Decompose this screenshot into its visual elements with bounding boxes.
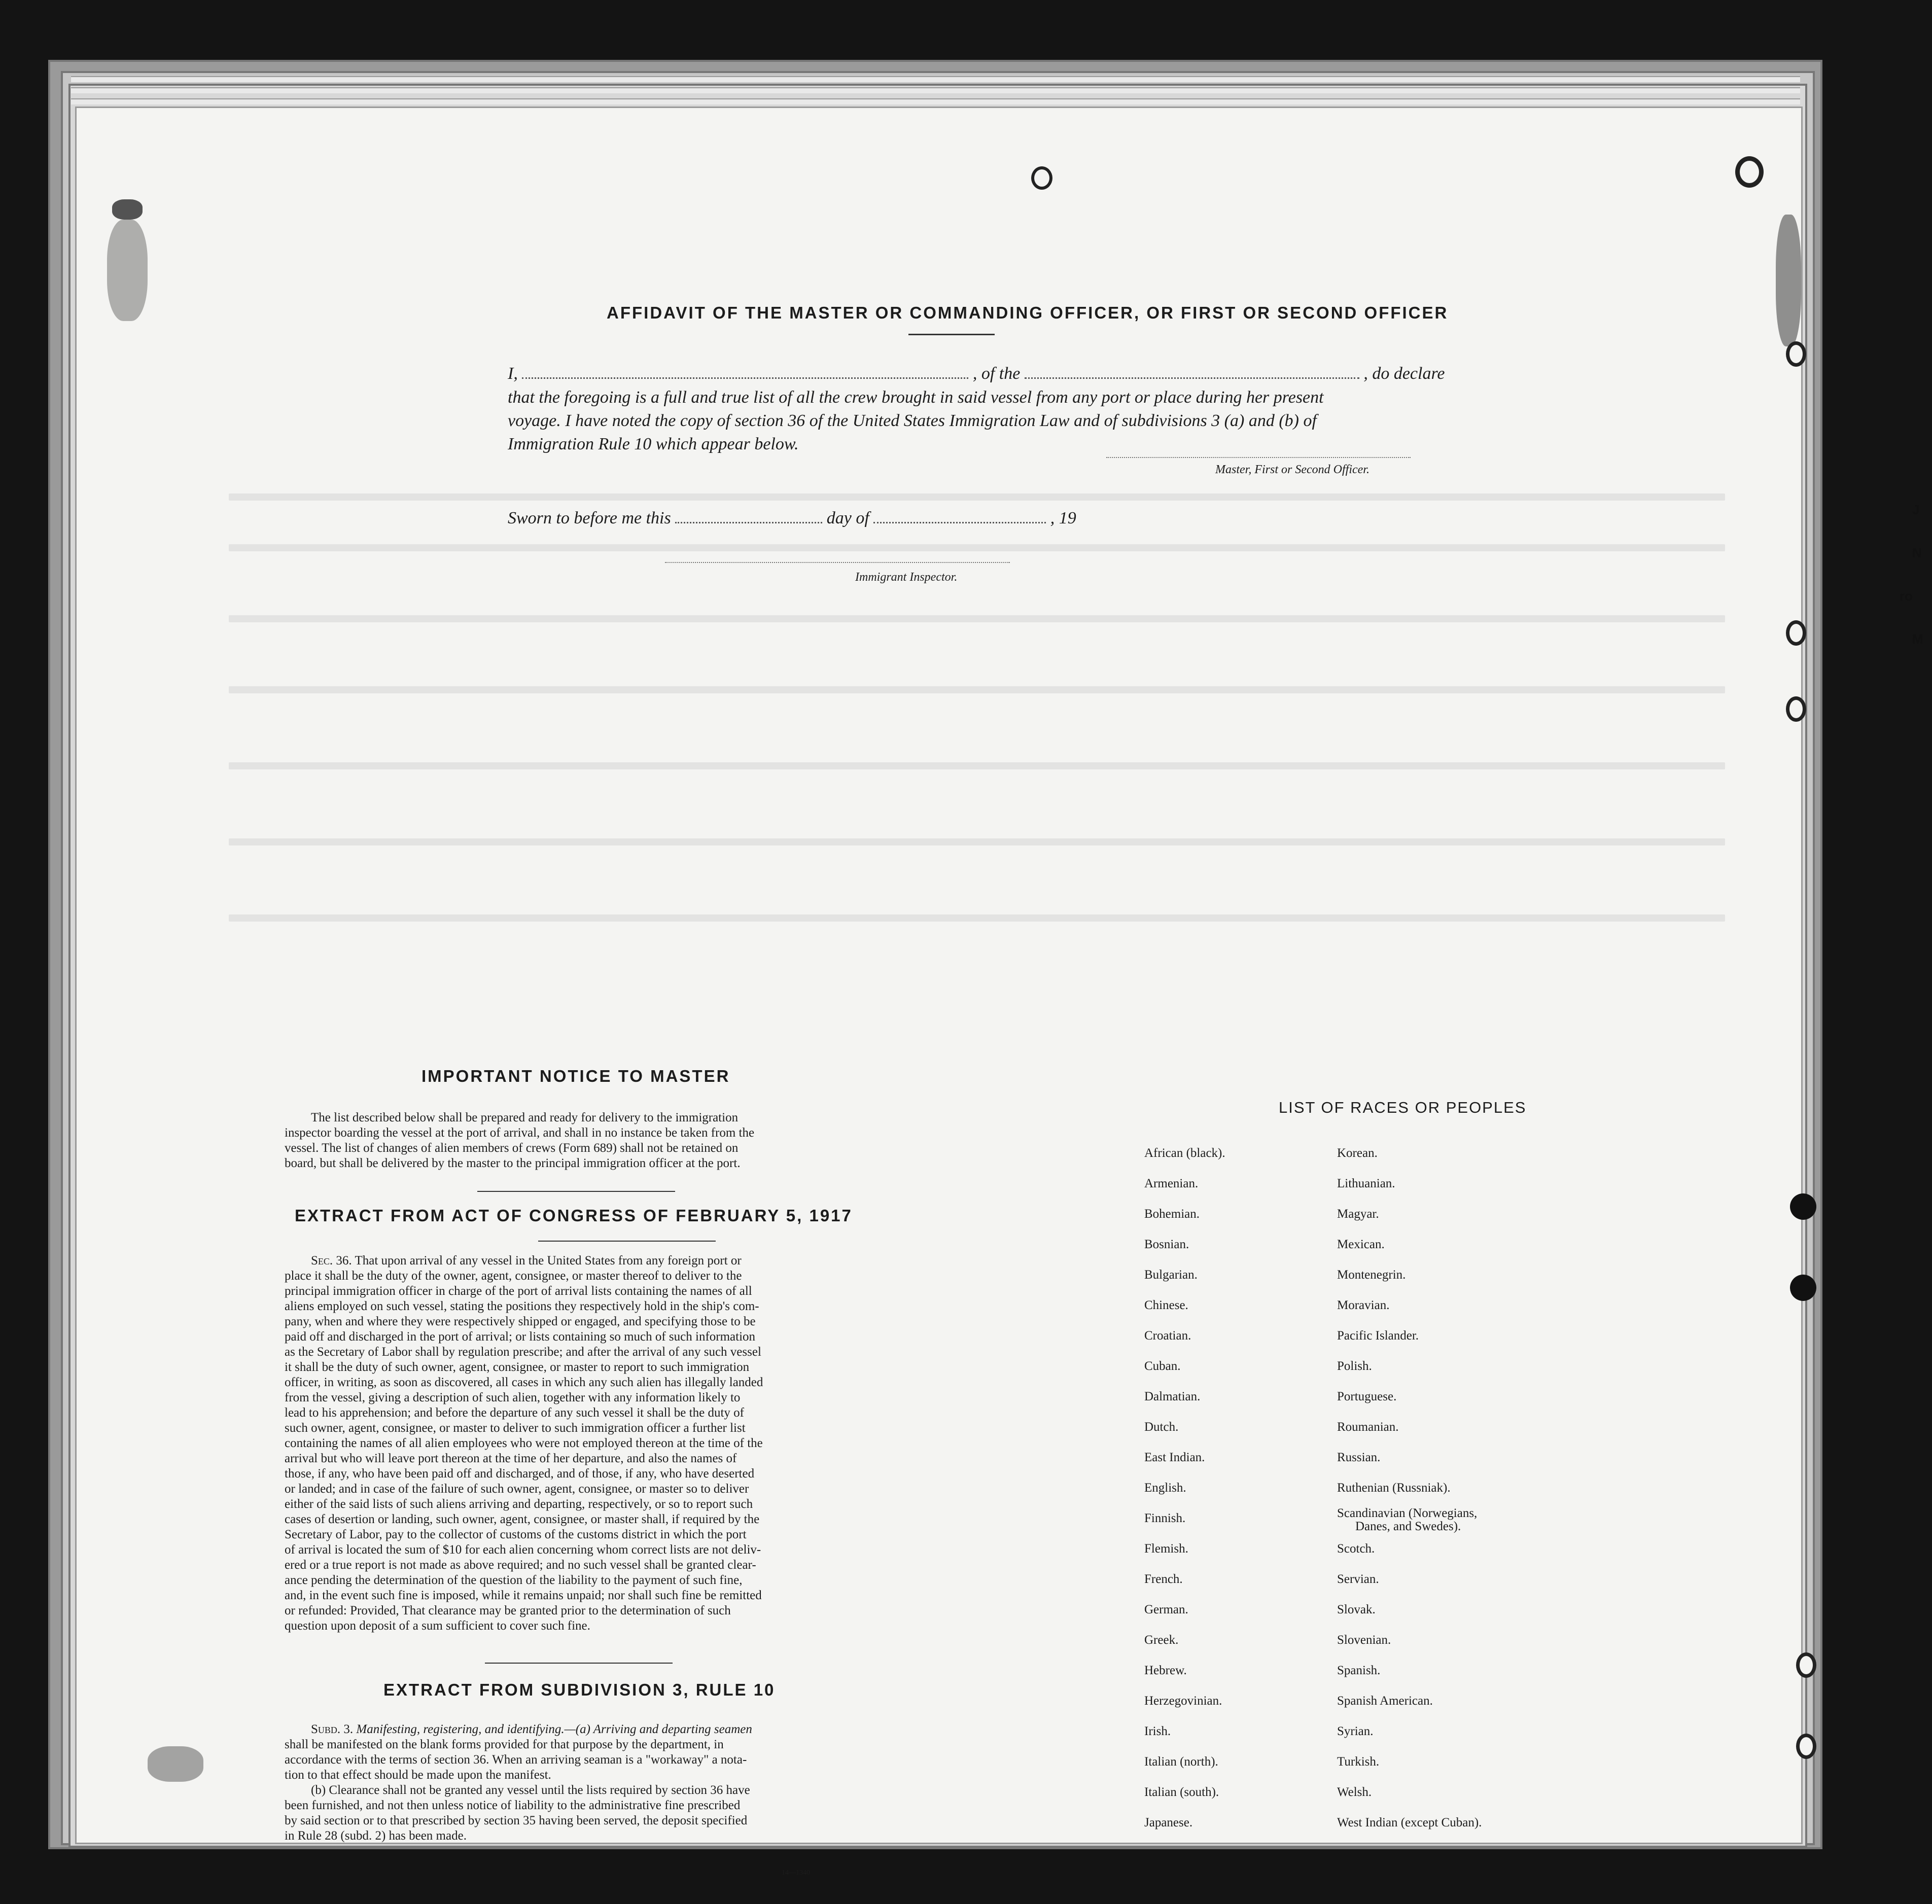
inspector-signature-line[interactable] — [665, 562, 1010, 563]
text-line: paid off and discharged in the port of arrival; or lists containing so much of such information — [285, 1330, 756, 1344]
text-line: either of the said lists of such aliens arriving and departing, respectively, or so to report such — [285, 1497, 753, 1511]
punch-hole — [1786, 696, 1806, 722]
text-line: ance pending the determination of the question of the liability to the payment of such fine, — [285, 1573, 743, 1587]
bleed-through — [229, 838, 1725, 845]
day-of-label: day of — [826, 509, 869, 527]
bleed-through — [229, 686, 1725, 693]
race-item: Spanish. — [1337, 1664, 1381, 1677]
text-line: ered or a true report is not made as above required; and no such vessel shall be granted clear- — [285, 1558, 756, 1572]
punch-hole — [1735, 156, 1764, 188]
race-item: Turkish. — [1337, 1755, 1380, 1769]
subdivision-label: Subd. 3. — [311, 1722, 354, 1736]
text-line: arrival but who will leave port thereon at the time of her departure, and also the names of — [285, 1452, 737, 1465]
text-line: officer, in writing, as soon as discovered, all cases in which any such alien has illegally landed — [285, 1376, 763, 1389]
notice-title: IMPORTANT NOTICE TO MASTER — [421, 1067, 730, 1085]
race-item: Slovenian. — [1337, 1633, 1391, 1647]
ink-smudge — [148, 1746, 203, 1782]
text-line: cases of desertion or landing, such owner, agent, consignee, or master shall, if required by the — [285, 1512, 760, 1526]
divider — [538, 1241, 716, 1242]
rule-extract-title: EXTRACT FROM SUBDIVISION 3, RULE 10 — [383, 1680, 776, 1699]
margin-fragment: ro — [1900, 588, 1913, 604]
sheet-edge — [71, 87, 1800, 93]
race-item: French. — [1144, 1572, 1183, 1586]
text-line: in Rule 28 (subd. 2) has been made. — [285, 1829, 467, 1843]
year-label: , 19 — [1050, 509, 1076, 527]
race-item: Welsh. — [1337, 1785, 1372, 1799]
margin-fragment: N — [1912, 545, 1922, 560]
margin-fragment: J — [1912, 502, 1920, 517]
text-line: or refunded: Provided, That clearance may be granted prior to the determination of such — [285, 1604, 731, 1617]
bleed-through — [229, 914, 1725, 922]
notice-body — [285, 1110, 944, 1171]
text-line: of arrival is located the sum of $10 for each alien concerning whom correct lists are not deliv- — [285, 1543, 761, 1557]
act-extract-title: EXTRACT FROM ACT OF CONGRESS OF FEBRUARY 5, 1917 — [295, 1206, 853, 1225]
race-item: Slovak. — [1337, 1603, 1376, 1616]
race-item: Scandinavian (Norwegians, — [1337, 1506, 1478, 1520]
declaration-line — [508, 364, 1445, 383]
sworn-day-field[interactable] — [675, 522, 822, 523]
text-line: Secretary of Labor, pay to the collector of customs of the customs district in which the port — [285, 1528, 747, 1541]
vessel-name-field[interactable] — [1025, 377, 1359, 379]
race-item: Bohemian. — [1144, 1207, 1200, 1221]
text-line: principal immigration officer in charge of the port of arrival lists containing the names of all — [285, 1284, 752, 1298]
form-number: 14—1340 — [782, 1869, 810, 1877]
text-line-body: That upon arrival of any vessel in the United States from any foreign port or — [352, 1254, 742, 1267]
affidavit-page — [75, 107, 1803, 1877]
section-label: Sec. 36. — [311, 1254, 352, 1267]
race-item: Mexican. — [1337, 1238, 1385, 1251]
race-item: Syrian. — [1337, 1724, 1374, 1738]
text-line: place it shall be the duty of the owner, agent, consignee, or master thereof to deliver to the — [285, 1269, 742, 1283]
vessel-label: , of the — [972, 364, 1021, 383]
race-item: Montenegrin. — [1337, 1268, 1406, 1282]
act-extract-body — [285, 1253, 944, 1634]
text-line: accordance with the terms of section 36. When an arriving seaman is a "workaway" a nota- — [285, 1753, 747, 1767]
declare-label: , do declare — [1363, 364, 1445, 383]
text-line: it shall be the duty of such owner, agent, consignee, or master to report to such immigration — [285, 1360, 750, 1374]
race-item: Moravian. — [1337, 1298, 1390, 1312]
sworn-label: Sworn to before me this — [508, 509, 671, 527]
text-line: board, but shall be delivered by the master to the principal immigration officer at the port. — [285, 1156, 741, 1170]
race-item: Flemish. — [1144, 1542, 1188, 1556]
bleed-through — [229, 544, 1725, 551]
text-line: containing the names of all alien employees who were not employed thereon at the time of the — [285, 1436, 763, 1450]
punch-hole — [1786, 620, 1806, 646]
sheet-edge — [71, 98, 1800, 104]
text-line: or landed; and in case of the failure of such owner, agent, consignee, or master so to deliver — [285, 1482, 749, 1496]
race-item: German. — [1144, 1603, 1188, 1616]
master-signature-label: Master, First or Second Officer. — [1215, 463, 1369, 476]
binder-hole — [1790, 1193, 1816, 1220]
race-item: Roumanian. — [1337, 1420, 1399, 1434]
margin-fragment: M — [1912, 631, 1923, 647]
races-title: LIST OF RACES OR PEOPLES — [1279, 1099, 1527, 1116]
race-item: African (black). — [1144, 1146, 1225, 1160]
divider — [908, 334, 995, 335]
inspector-signature-label: Immigrant Inspector. — [855, 571, 958, 584]
punch-hole — [1796, 1652, 1816, 1678]
bleed-through — [229, 762, 1725, 769]
race-item: Dutch. — [1144, 1420, 1179, 1434]
text-line: tion to that effect should be made upon the manifest. — [285, 1768, 551, 1782]
punch-hole — [1786, 341, 1806, 367]
master-signature-line[interactable] — [1106, 457, 1411, 458]
text-line: those, if any, who have been paid off and discharged, and of those, if any, who have deserted — [285, 1467, 755, 1480]
text-line: lead to his apprehension; and before the departure of any such vessel it shall be the duty of — [285, 1406, 744, 1420]
declarant-label: I, — [508, 364, 518, 383]
declaration-text: Immigration Rule 10 which appear below. — [508, 435, 799, 453]
punch-hole — [1796, 1734, 1816, 1759]
text-line — [285, 1722, 944, 1737]
race-item: English. — [1144, 1481, 1186, 1495]
race-item: Greek. — [1144, 1633, 1179, 1647]
declaration-text: that the foregoing is a full and true list of all the crew brought in said vessel from any port or place during her present — [508, 388, 1324, 407]
race-item: Ruthenian (Russniak). — [1337, 1481, 1451, 1495]
race-item: Italian (north). — [1144, 1755, 1218, 1769]
race-item: Russian. — [1337, 1451, 1381, 1464]
race-item: Finnish. — [1144, 1511, 1186, 1525]
race-item: Spanish American. — [1337, 1694, 1433, 1708]
ink-smudge — [1776, 215, 1801, 346]
race-item: Pacific Islander. — [1337, 1329, 1419, 1343]
text-line: The list described below shall be prepared and ready for delivery to the immigration — [311, 1111, 739, 1124]
text-line: been furnished, and not then unless notice of liability to the administrative fine prescribed — [285, 1799, 741, 1812]
text-line: aliens employed on such vessel, stating the positions they respectively hold in the ship's com- — [285, 1299, 759, 1313]
race-item: Magyar. — [1337, 1207, 1379, 1221]
race-item: Dalmatian. — [1144, 1390, 1201, 1403]
race-item: Cuban. — [1144, 1359, 1181, 1373]
race-item: Scotch. — [1337, 1542, 1375, 1556]
text-line — [285, 1253, 944, 1268]
race-item: Italian (south). — [1144, 1785, 1219, 1799]
sworn-line — [508, 509, 1076, 528]
sworn-month-field[interactable] — [873, 522, 1046, 523]
bleed-through — [229, 493, 1725, 501]
race-item: Polish. — [1337, 1359, 1372, 1373]
declarant-name-field[interactable] — [522, 377, 968, 379]
race-item: East Indian. — [1144, 1451, 1205, 1464]
race-item: Lithuanian. — [1337, 1177, 1395, 1190]
text-line: pany, when and where they were respectively shipped or engaged, and specifying those to be — [285, 1315, 756, 1328]
text-line: question upon deposit of a sum sufficient to cover such fine. — [285, 1619, 590, 1633]
rule-extract-body — [285, 1722, 944, 1844]
divider — [477, 1191, 675, 1192]
sheet-edge — [71, 76, 1800, 82]
ink-smudge — [107, 220, 148, 321]
bleed-through — [229, 615, 1725, 622]
race-item: Japanese. — [1144, 1816, 1193, 1829]
race-item: Armenian. — [1144, 1177, 1199, 1190]
text-line: vessel. The list of changes of alien members of crews (Form 689) shall not be retained on — [285, 1141, 739, 1155]
text-line: as the Secretary of Labor shall by regulation prescribe; and after the arrival of any such vessel — [285, 1345, 761, 1359]
race-item: Portuguese. — [1337, 1390, 1397, 1403]
text-line: such owner, agent, consignee, or master to deliver to such immigration officer a further list — [285, 1421, 746, 1435]
text-line: inspector boarding the vessel at the port of arrival, and shall in no instance be taken from the — [285, 1126, 755, 1140]
declaration-text: voyage. I have noted the copy of section 36 of the United States Immigration Law and of subdivisions 3 (a) and (b) of — [508, 411, 1317, 430]
affidavit-title: AFFIDAVIT OF THE MASTER OR COMMANDING OFFICER, OR FIRST OR SECOND OFFICER — [607, 303, 1449, 322]
race-item: Korean. — [1337, 1146, 1378, 1160]
race-item: Bulgarian. — [1144, 1268, 1198, 1282]
race-item: Herzegovinian. — [1144, 1694, 1222, 1708]
text-line: and, in the event such fine is imposed, while it remains unpaid; nor shall such fine be remitted — [285, 1589, 762, 1602]
divider — [485, 1663, 673, 1664]
ink-smudge — [112, 199, 143, 220]
race-item: Irish. — [1144, 1724, 1171, 1738]
race-item: Croatian. — [1144, 1329, 1191, 1343]
race-item: Chinese. — [1144, 1298, 1188, 1312]
race-item: Servian. — [1337, 1572, 1379, 1586]
text-line: shall be manifested on the blank forms provided for that purpose by the department, in — [285, 1738, 724, 1751]
text-line: from the vessel, giving a description of such alien, together with any information likely to — [285, 1391, 741, 1404]
race-item: Bosnian. — [1144, 1238, 1189, 1251]
text-line-body: Manifesting, registering, and identifying.—(a) Arriving and departing seamen — [353, 1722, 752, 1736]
race-item-continuation: Danes, and Swedes). — [1355, 1520, 1461, 1533]
punch-hole — [1031, 166, 1052, 190]
text-line: by said section or to that prescribed by section 35 having been served, the deposit specified — [285, 1814, 748, 1827]
text-line: (b) Clearance shall not be granted any vessel until the lists required by section 36 have — [311, 1783, 750, 1797]
race-item: West Indian (except Cuban). — [1337, 1816, 1482, 1829]
race-item: Hebrew. — [1144, 1664, 1187, 1677]
binder-hole — [1790, 1275, 1816, 1301]
